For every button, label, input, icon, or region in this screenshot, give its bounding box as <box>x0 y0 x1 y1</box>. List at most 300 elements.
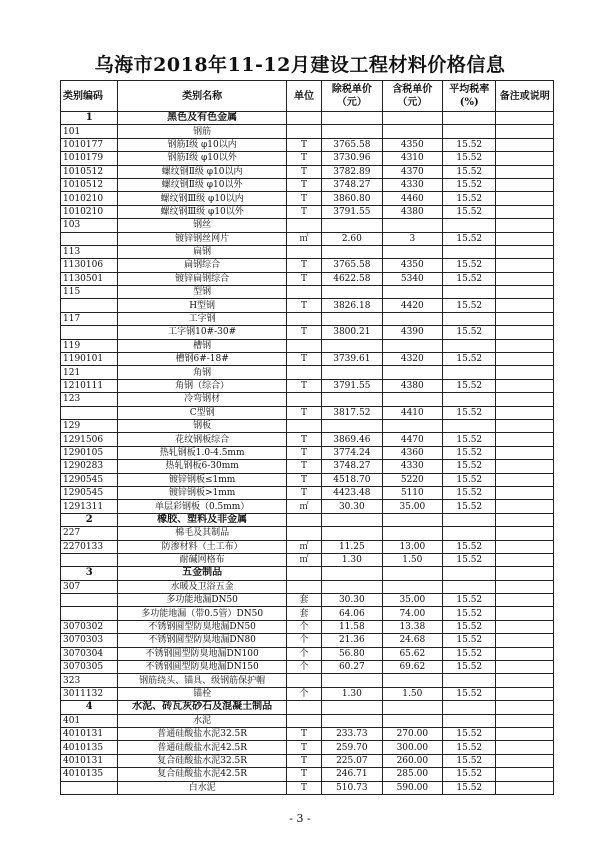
cell-note <box>496 178 554 191</box>
subcategory-row <box>61 714 554 727</box>
cell-note <box>496 312 554 325</box>
cell-note <box>496 607 554 620</box>
cell-price-inc-tax <box>382 527 442 540</box>
cell-price-inc-tax <box>382 714 442 727</box>
cell-tax-rate <box>443 393 496 406</box>
cell-code <box>61 781 118 794</box>
cell-unit: ㎡ <box>286 553 321 566</box>
cell-unit: ㎡ <box>286 500 321 513</box>
cell-price-inc-tax: 65.62 <box>382 647 442 660</box>
cell-price-inc-tax: 4470 <box>382 433 442 446</box>
price-table <box>60 80 554 795</box>
cell-tax-rate: 15.52 <box>443 540 496 553</box>
table-row <box>61 486 554 499</box>
cell-tax-rate: 15.52 <box>443 553 496 566</box>
cell-tax-rate: 15.52 <box>443 138 496 151</box>
cell-code: 1 <box>61 112 118 125</box>
cell-note <box>496 486 554 499</box>
subcategory-row <box>61 339 554 352</box>
cell-code <box>61 607 118 620</box>
cell-code: 121 <box>61 366 118 379</box>
table-row <box>61 326 554 339</box>
cell-code: 1190101 <box>61 353 118 366</box>
table-row <box>61 178 554 191</box>
cell-price-inc-tax: 590.00 <box>382 781 442 794</box>
cell-note <box>496 661 554 674</box>
cell-note <box>496 339 554 352</box>
cell-price-inc-tax: 5340 <box>382 272 442 285</box>
cell-note <box>496 446 554 459</box>
cell-note <box>496 379 554 392</box>
cell-price-ex-tax: 21.36 <box>322 634 382 647</box>
cell-unit: T <box>286 152 321 165</box>
header-price-inc-tax: 含税单价（元） <box>382 81 442 112</box>
cell-code: 1130501 <box>61 272 118 285</box>
table-row <box>61 754 554 767</box>
table-row <box>61 232 554 245</box>
cell-unit <box>286 312 321 325</box>
table-row <box>61 594 554 607</box>
cell-tax-rate: 15.52 <box>443 299 496 312</box>
cell-price-ex-tax: 3748.27 <box>322 178 382 191</box>
cell-price-ex-tax: 3800.21 <box>322 326 382 339</box>
cell-price-ex-tax: 2.60 <box>322 232 382 245</box>
cell-code <box>61 232 118 245</box>
cell-unit: ㎡ <box>286 232 321 245</box>
cell-code <box>61 326 118 339</box>
cell-unit: T <box>286 473 321 486</box>
cell-note <box>496 781 554 794</box>
cell-name: 白水泥 <box>118 781 286 794</box>
table-row <box>61 460 554 473</box>
cell-note <box>496 419 554 432</box>
cell-name: 防渗材料（土工布） <box>118 540 286 553</box>
cell-price-ex-tax: 30.30 <box>322 500 382 513</box>
cell-name: 槽钢 <box>118 339 286 352</box>
category-row <box>61 513 554 526</box>
cell-price-ex-tax <box>322 714 382 727</box>
cell-note <box>496 701 554 714</box>
subcategory-row <box>61 393 554 406</box>
cell-code: 1290545 <box>61 473 118 486</box>
cell-price-inc-tax: 74.00 <box>382 607 442 620</box>
cell-unit <box>286 219 321 232</box>
table-row <box>61 138 554 151</box>
cell-unit: T <box>286 433 321 446</box>
cell-price-ex-tax: 4518.70 <box>322 473 382 486</box>
cell-tax-rate: 15.52 <box>443 687 496 700</box>
cell-code: 4010131 <box>61 727 118 740</box>
header-name: 类别名称 <box>118 81 286 112</box>
cell-name: 不锈钢圆型防臭地漏DN80 <box>118 634 286 647</box>
cell-name: 螺纹钢Ⅲ级 φ10以内 <box>118 192 286 205</box>
cell-price-ex-tax: 3826.18 <box>322 299 382 312</box>
cell-tax-rate: 15.52 <box>443 620 496 633</box>
subcategory-row <box>61 219 554 232</box>
cell-tax-rate: 15.52 <box>443 259 496 272</box>
cell-price-ex-tax: 3791.55 <box>322 205 382 218</box>
cell-tax-rate: 15.52 <box>443 152 496 165</box>
cell-code <box>61 406 118 419</box>
cell-price-ex-tax: 3730.96 <box>322 152 382 165</box>
cell-unit: ㎡ <box>286 540 321 553</box>
cell-unit: T <box>286 486 321 499</box>
cell-price-inc-tax <box>382 125 442 138</box>
cell-price-inc-tax: 4310 <box>382 152 442 165</box>
cell-note <box>496 580 554 593</box>
cell-code: 1291506 <box>61 433 118 446</box>
table-row <box>61 272 554 285</box>
cell-name: 钢筋 <box>118 125 286 138</box>
cell-price-inc-tax: 4370 <box>382 165 442 178</box>
cell-price-inc-tax <box>382 112 442 125</box>
cell-name: 水泥 <box>118 714 286 727</box>
cell-name: 不锈钢圆型防臭地漏DN100 <box>118 647 286 660</box>
subcategory-row <box>61 419 554 432</box>
cell-price-ex-tax: 1.30 <box>322 687 382 700</box>
cell-unit: T <box>286 781 321 794</box>
table-row <box>61 768 554 781</box>
cell-price-ex-tax <box>322 567 382 580</box>
cell-code: 1290283 <box>61 460 118 473</box>
cell-price-ex-tax <box>322 339 382 352</box>
cell-unit: T <box>286 192 321 205</box>
cell-tax-rate <box>443 219 496 232</box>
cell-unit: T <box>286 406 321 419</box>
cell-price-ex-tax: 64.06 <box>322 607 382 620</box>
cell-name: 单层彩钢板（0.5mm） <box>118 500 286 513</box>
cell-price-ex-tax: 3782.89 <box>322 165 382 178</box>
cell-unit: T <box>286 353 321 366</box>
cell-price-inc-tax <box>382 674 442 687</box>
cell-price-ex-tax <box>322 112 382 125</box>
table-row <box>61 634 554 647</box>
cell-price-inc-tax: 5220 <box>382 473 442 486</box>
cell-name: 扁钢综合 <box>118 259 286 272</box>
cell-tax-rate: 15.52 <box>443 379 496 392</box>
cell-tax-rate <box>443 714 496 727</box>
cell-price-inc-tax: 4330 <box>382 460 442 473</box>
cell-name: 水泥、砖瓦灰砂石及混凝土制品 <box>118 701 286 714</box>
cell-name: 热轧钢板1.0-4.5mm <box>118 446 286 459</box>
cell-tax-rate: 15.52 <box>443 741 496 754</box>
subcategory-row <box>61 527 554 540</box>
page-title: 乌海市2018年11-12月建设工程材料价格信息 <box>94 54 506 76</box>
cell-unit: T <box>286 379 321 392</box>
cell-unit: T <box>286 299 321 312</box>
cell-price-inc-tax: 4330 <box>382 178 442 191</box>
cell-note <box>496 219 554 232</box>
cell-note <box>496 205 554 218</box>
cell-note <box>496 567 554 580</box>
cell-unit: T <box>286 727 321 740</box>
cell-tax-rate: 15.52 <box>443 446 496 459</box>
cell-unit: 套 <box>286 607 321 620</box>
cell-price-inc-tax: 13.38 <box>382 620 442 633</box>
cell-code: 227 <box>61 527 118 540</box>
cell-code: 2 <box>61 513 118 526</box>
cell-note <box>496 687 554 700</box>
cell-unit: T <box>286 754 321 767</box>
cell-code: 3011132 <box>61 687 118 700</box>
subcategory-row <box>61 125 554 138</box>
table-row <box>61 741 554 754</box>
cell-tax-rate: 15.52 <box>443 500 496 513</box>
cell-price-inc-tax <box>382 419 442 432</box>
cell-name: 螺纹钢Ⅲ级 φ10以外 <box>118 205 286 218</box>
cell-tax-rate: 15.52 <box>443 768 496 781</box>
cell-tax-rate: 15.52 <box>443 634 496 647</box>
cell-note <box>496 647 554 660</box>
cell-tax-rate: 15.52 <box>443 165 496 178</box>
cell-unit: T <box>286 165 321 178</box>
table-row <box>61 406 554 419</box>
cell-note <box>496 540 554 553</box>
cell-note <box>496 259 554 272</box>
cell-price-ex-tax <box>322 393 382 406</box>
cell-tax-rate: 15.52 <box>443 178 496 191</box>
cell-price-inc-tax <box>382 339 442 352</box>
cell-name: 冷弯钢材 <box>118 393 286 406</box>
cell-code: 101 <box>61 125 118 138</box>
subcategory-row <box>61 674 554 687</box>
cell-price-ex-tax: 246.71 <box>322 768 382 781</box>
table-header-row <box>61 81 554 112</box>
cell-code: 1010210 <box>61 205 118 218</box>
cell-tax-rate <box>443 286 496 299</box>
cell-price-ex-tax <box>322 674 382 687</box>
cell-price-inc-tax <box>382 701 442 714</box>
category-row <box>61 701 554 714</box>
cell-name: 五金制品 <box>118 567 286 580</box>
cell-price-ex-tax <box>322 419 382 432</box>
cell-name: 螺纹钢Ⅱ级 φ10以内 <box>118 165 286 178</box>
cell-price-ex-tax: 3739.61 <box>322 353 382 366</box>
cell-name: 热轧钢板6-30mm <box>118 460 286 473</box>
cell-tax-rate <box>443 366 496 379</box>
cell-name: 耐碱网格布 <box>118 553 286 566</box>
cell-code: 1010210 <box>61 192 118 205</box>
cell-price-ex-tax: 1.30 <box>322 553 382 566</box>
cell-unit <box>286 339 321 352</box>
cell-name: 复合硅酸盐水泥42.5R <box>118 768 286 781</box>
cell-price-ex-tax: 3860.80 <box>322 192 382 205</box>
cell-price-inc-tax <box>382 245 442 258</box>
cell-price-inc-tax: 4420 <box>382 299 442 312</box>
cell-code: 1290545 <box>61 486 118 499</box>
cell-unit <box>286 112 321 125</box>
cell-price-inc-tax <box>382 580 442 593</box>
cell-tax-rate: 15.52 <box>443 272 496 285</box>
cell-note <box>496 152 554 165</box>
cell-code <box>61 299 118 312</box>
cell-price-inc-tax: 4460 <box>382 192 442 205</box>
cell-unit: T <box>286 178 321 191</box>
cell-note <box>496 232 554 245</box>
cell-name: 钢丝 <box>118 219 286 232</box>
table-row <box>61 379 554 392</box>
cell-unit <box>286 701 321 714</box>
cell-name: 镀锌钢板≤1mm <box>118 473 286 486</box>
cell-unit <box>286 580 321 593</box>
cell-unit: T <box>286 138 321 151</box>
subcategory-row <box>61 286 554 299</box>
table-row <box>61 781 554 794</box>
cell-name: 钢板 <box>118 419 286 432</box>
subcategory-row <box>61 366 554 379</box>
cell-name: 多功能地漏DN50 <box>118 594 286 607</box>
table-row <box>61 446 554 459</box>
category-row <box>61 112 554 125</box>
cell-code: 2270133 <box>61 540 118 553</box>
cell-unit: T <box>286 272 321 285</box>
cell-unit: T <box>286 205 321 218</box>
cell-price-ex-tax <box>322 701 382 714</box>
cell-code: 401 <box>61 714 118 727</box>
cell-code: 1010512 <box>61 165 118 178</box>
cell-name: 橡胶、塑料及非金属 <box>118 513 286 526</box>
table-row <box>61 473 554 486</box>
cell-price-ex-tax: 233.73 <box>322 727 382 740</box>
cell-note <box>496 366 554 379</box>
cell-code: 1010179 <box>61 152 118 165</box>
cell-tax-rate <box>443 312 496 325</box>
cell-unit <box>286 419 321 432</box>
cell-price-ex-tax: 56.80 <box>322 647 382 660</box>
cell-code: 129 <box>61 419 118 432</box>
cell-tax-rate <box>443 567 496 580</box>
cell-price-inc-tax: 3 <box>382 232 442 245</box>
cell-tax-rate: 15.52 <box>443 781 496 794</box>
cell-tax-rate: 15.52 <box>443 192 496 205</box>
cell-unit: 个 <box>286 647 321 660</box>
cell-price-inc-tax: 5110 <box>382 486 442 499</box>
cell-price-inc-tax: 270.00 <box>382 727 442 740</box>
cell-price-ex-tax: 11.58 <box>322 620 382 633</box>
cell-unit <box>286 366 321 379</box>
cell-price-ex-tax: 3765.58 <box>322 259 382 272</box>
cell-code: 123 <box>61 393 118 406</box>
cell-price-ex-tax: 3765.58 <box>322 138 382 151</box>
cell-tax-rate <box>443 419 496 432</box>
cell-unit: T <box>286 326 321 339</box>
cell-tax-rate <box>443 674 496 687</box>
cell-price-ex-tax <box>322 527 382 540</box>
cell-price-ex-tax <box>322 366 382 379</box>
cell-name: 扁钢 <box>118 245 286 258</box>
cell-price-ex-tax: 4423.48 <box>322 486 382 499</box>
table-row <box>61 647 554 660</box>
cell-code: 3070305 <box>61 661 118 674</box>
cell-price-ex-tax: 510.73 <box>322 781 382 794</box>
cell-unit <box>286 393 321 406</box>
cell-note <box>496 272 554 285</box>
cell-note <box>496 513 554 526</box>
cell-name: 角钢（综合） <box>118 379 286 392</box>
cell-tax-rate: 15.52 <box>443 754 496 767</box>
cell-name: 不锈钢圆型防臭地漏DN50 <box>118 620 286 633</box>
subcategory-row <box>61 580 554 593</box>
cell-note <box>496 620 554 633</box>
table-row <box>61 152 554 165</box>
header-price-ex-tax: 除税单价（元） <box>322 81 382 112</box>
header-note: 备注或说明 <box>496 81 554 112</box>
cell-unit: 个 <box>286 620 321 633</box>
cell-note <box>496 500 554 513</box>
cell-tax-rate: 15.52 <box>443 473 496 486</box>
cell-unit <box>286 513 321 526</box>
cell-code: 307 <box>61 580 118 593</box>
cell-price-inc-tax: 4350 <box>382 259 442 272</box>
table-row <box>61 661 554 674</box>
header-unit: 单位 <box>286 81 321 112</box>
cell-note <box>496 553 554 566</box>
cell-price-ex-tax: 3869.46 <box>322 433 382 446</box>
cell-name: 不锈钢圆型防臭地漏DN150 <box>118 661 286 674</box>
cell-price-ex-tax: 259.70 <box>322 741 382 754</box>
cell-note <box>496 245 554 258</box>
cell-price-inc-tax <box>382 567 442 580</box>
cell-tax-rate <box>443 527 496 540</box>
cell-unit: 个 <box>286 634 321 647</box>
cell-note <box>496 353 554 366</box>
table-row <box>61 433 554 446</box>
cell-note <box>496 527 554 540</box>
cell-unit: T <box>286 259 321 272</box>
cell-name: 工字钢 <box>118 312 286 325</box>
cell-tax-rate <box>443 701 496 714</box>
cell-note <box>496 286 554 299</box>
cell-tax-rate <box>443 580 496 593</box>
cell-price-inc-tax: 35.00 <box>382 500 442 513</box>
cell-note <box>496 433 554 446</box>
cell-code <box>61 553 118 566</box>
cell-tax-rate <box>443 112 496 125</box>
category-row <box>61 567 554 580</box>
cell-price-inc-tax: 4320 <box>382 353 442 366</box>
cell-code: 4010135 <box>61 741 118 754</box>
table-body <box>61 112 554 795</box>
cell-code: 113 <box>61 245 118 258</box>
cell-price-inc-tax: 1.50 <box>382 687 442 700</box>
cell-note <box>496 768 554 781</box>
cell-tax-rate: 15.52 <box>443 232 496 245</box>
cell-price-ex-tax <box>322 513 382 526</box>
cell-price-inc-tax: 24.68 <box>382 634 442 647</box>
cell-note <box>496 634 554 647</box>
cell-price-ex-tax <box>322 312 382 325</box>
cell-name: 复合硅酸盐水泥32.5R <box>118 754 286 767</box>
cell-code: 1130106 <box>61 259 118 272</box>
cell-note <box>496 393 554 406</box>
cell-code: 1010177 <box>61 138 118 151</box>
cell-code: 117 <box>61 312 118 325</box>
cell-unit <box>286 674 321 687</box>
cell-code: 1010512 <box>61 178 118 191</box>
cell-name: 黑色及有色金属 <box>118 112 286 125</box>
cell-price-inc-tax: 4410 <box>382 406 442 419</box>
cell-tax-rate: 15.52 <box>443 406 496 419</box>
cell-code: 1291311 <box>61 500 118 513</box>
cell-tax-rate: 15.52 <box>443 353 496 366</box>
cell-code: 4010135 <box>61 768 118 781</box>
header-tax-rate: 平均税率(%) <box>443 81 496 112</box>
cell-note <box>496 714 554 727</box>
cell-tax-rate <box>443 513 496 526</box>
cell-code: 3070303 <box>61 634 118 647</box>
cell-tax-rate: 15.52 <box>443 326 496 339</box>
cell-unit <box>286 125 321 138</box>
